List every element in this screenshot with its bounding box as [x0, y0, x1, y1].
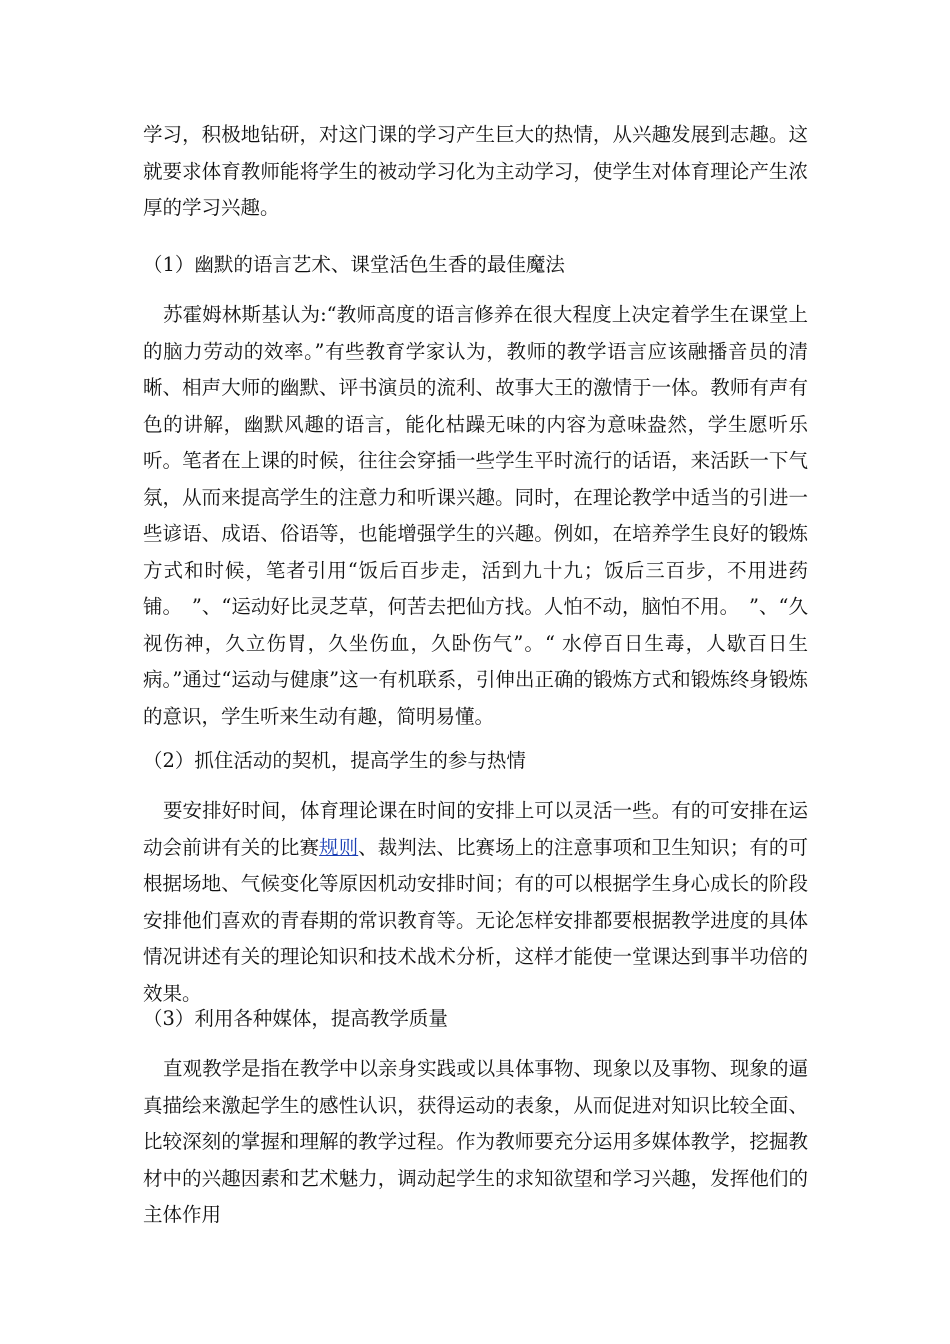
paragraph-media-teaching: 直观教学是指在教学中以亲身实践或以具体事物、现象以及事物、现象的逼真描绘来激起学生的感性认识，获得运动的表象，从而促进对知识比较全面、比较深刻的掌握和理解的教学过程。作为教师要充分运用多媒体教学，挖掘教材中的兴趣因素和艺术魅力，调动起学生的求知欲望和学习兴趣，发挥他们的主体作用 [143, 1057, 808, 1226]
heading-activity-opportunity: （2）抓住活动的契机，提高学生的参与热情 [143, 749, 526, 772]
paragraph-activity-opportunity [143, 793, 808, 1012]
paragraph-humor-language: 苏霍姆林斯基认为:“教师高度的语言修养在很大程度上决定着学生在课堂上的脑力劳动的效率。”有些教育学家认为，教师的教学语言应该融播音员的清晰、相声大师的幽默、评书演员的流利、故事大王的激情于一体。教师有声有色的讲解，幽默风趣的语言，能化枯躁无味的内容为意味盎然，学生愿听乐听。笔者在上课的时候，往往会穿插一些学生平时流行的话语，来活跃一下气氛，从而来提高学生的注意力和听课兴趣。同时，在理论教学中适当的引进一些谚语、成语、俗语等，也能增强学生的兴趣。例如，在培养学生良好的锻炼方式和时候，笔者引用“饭后百步走，活到九十九；饭后三百步，不用进药铺。 ”、“运动好比灵芝草，何苦去把仙方找。人怕不动，脑怕不用。 ”、“久视伤神，久立伤胃，久坐伤血，久卧伤气”。“ 水停百日生毒，人歇百日生病。”通过“运动与健康”这一有机联系，引伸出正确的锻炼方式和锻炼终身锻炼的意识，学生听来生动有趣，简明易懂。 [143, 303, 808, 728]
heading-humor-language: （1）幽默的语言艺术、课堂活色生香的最佳魔法 [143, 253, 565, 276]
paragraph-text-before-link: 要安排好时间，体育理论课在时间的安排上可以灵活一些。有的可安排在运动会前讲有关的比赛 [143, 799, 808, 859]
paragraph-text-after-link: 、裁判法、比赛场上的注意事项和卫生知识；有的可根据场地、气候变化等原因机动安排时间；有的可以根据学生身心成长的阶段安排他们喜欢的青春期的常识教育等。无论怎样安排都要根据教学进度的具体情况讲述有关的理论知识和技术战术分析，这样才能使一堂课达到事半功倍的效果。 [143, 835, 808, 1005]
rules-link[interactable]: 规则 [319, 835, 359, 859]
heading-media-teaching: （3）利用各种媒体，提高教学质量 [143, 1007, 448, 1030]
paragraph-intro: 学习，积极地钻研，对这门课的学习产生巨大的热情，从兴趣发展到志趣。这就要求体育教师能将学生的被动学习化为主动学习，使学生对体育理论产生浓厚的学习兴趣。 [143, 123, 808, 219]
